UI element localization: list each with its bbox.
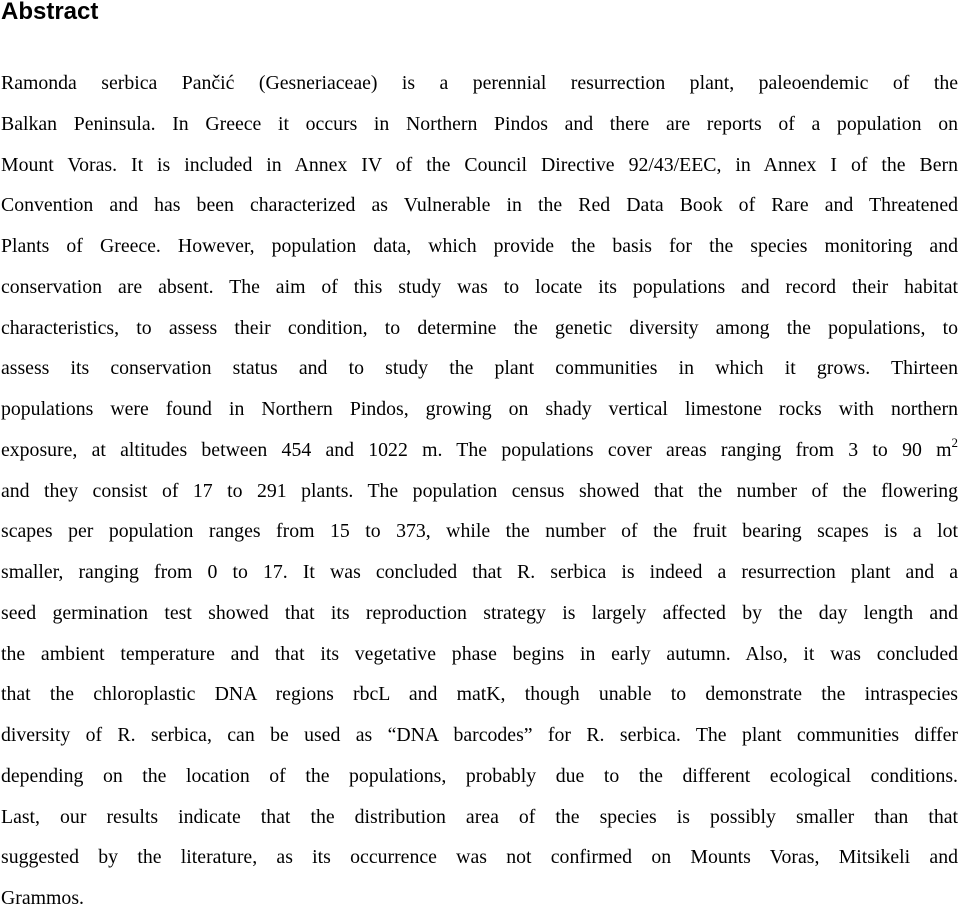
abstract-line: Plants of Greece. However, population data, which provide the basis for the species monitoring and (1, 235, 958, 257)
abstract-line: populations were found in Northern Pindos, growing on shady vertical limestone rocks with northern (1, 398, 958, 420)
abstract-line: conservation are absent. The aim of this study was to locate its populations and record their habitat (1, 275, 958, 298)
abstract-heading: Abstract (1, 0, 99, 25)
abstract-line-with-superscript (1, 430, 958, 471)
abstract-line: the ambient temperature and that its vegetative phase begins in early autumn. Also, it was concluded (1, 642, 958, 665)
abstract-line: Last, our results indicate that the distribution area of the species is possibly smaller than that (1, 805, 958, 828)
abstract-line: assess its conservation status and to study the plant communities in which it grows. Thirteen (1, 357, 958, 380)
abstract-line: characteristics, to assess their condition, to determine the genetic diversity among the populations, to (1, 316, 958, 339)
abstract-line: and they consist of 17 to 291 plants. The population census showed that the number of the flowering (1, 479, 958, 502)
abstract-line: Balkan Peninsula. In Greece it occurs in Northern Pindos and there are reports of a population on (1, 112, 958, 135)
abstract-line: seed germination test showed that its reproduction strategy is largely affected by the day length and (1, 601, 958, 624)
abstract-line: Ramonda serbica Pančić (Gesneriaceae) is a perennial resurrection plant, paleoendemic of the (1, 72, 958, 94)
abstract-line: Convention and has been characterized as Vulnerable in the Red Data Book of Rare and Threatened (1, 194, 958, 217)
abstract-line: scapes per population ranges from 15 to 373, while the number of the fruit bearing scapes is a lot (1, 520, 958, 543)
abstract-line: Mount Voras. It is included in Annex IV of the Council Directive 92/43/EEC, in Annex I of the Bern (1, 153, 958, 176)
abstract-line: depending on the location of the populations, probably due to the different ecological conditions. (1, 764, 958, 787)
abstract-line: diversity of R. serbica, can be used as “DNA barcodes” for R. serbica. The plant communities differ (1, 724, 958, 746)
abstract-line: Grammos. (1, 887, 84, 909)
area-unit-superscript: 2 (951, 434, 958, 450)
abstract-line: suggested by the literature, as its occurrence was not confirmed on Mounts Voras, Mitsikeli and (1, 846, 958, 869)
abstract-body (1, 63, 958, 919)
abstract-line: smaller, ranging from 0 to 17. It was concluded that R. serbica is indeed a resurrection plant and a (1, 561, 958, 583)
abstract-line: that the chloroplastic DNA regions rbcL and matK, though unable to demonstrate the intraspecies (1, 683, 958, 706)
abstract-line-text: exposure, at altitudes between 454 and 1022 m. The populations cover areas ranging from 3 to 90 m (1, 438, 952, 461)
